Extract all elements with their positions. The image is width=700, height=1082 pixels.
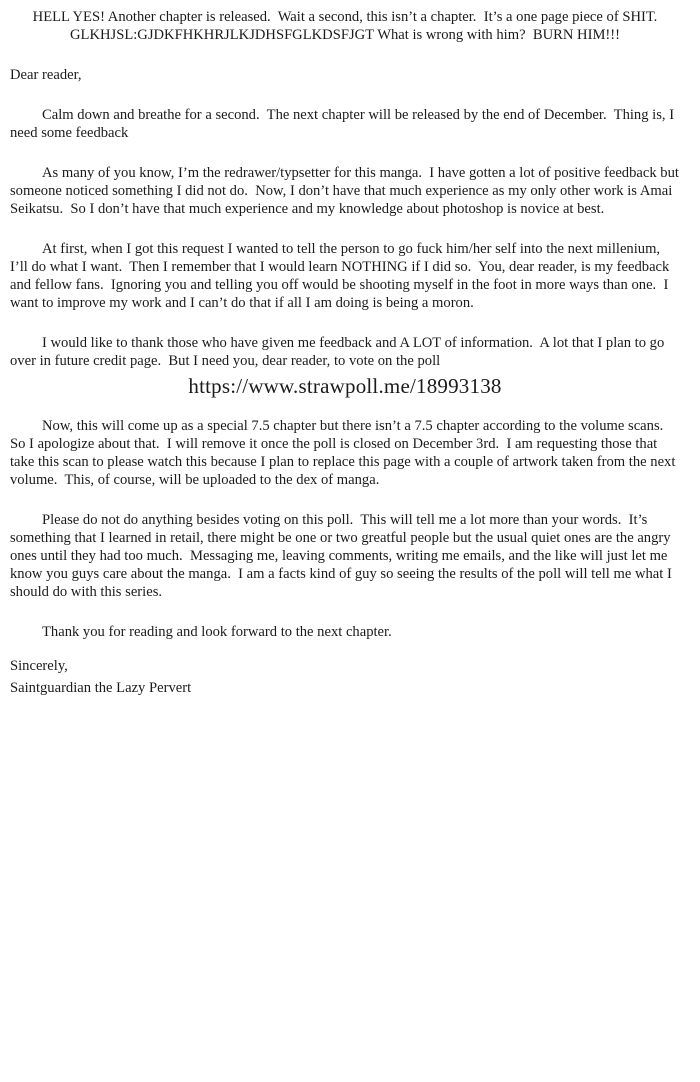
paragraph: I would like to thank those who have given me feedback and A LOT of information. A lot that I plan to go over in future credit page. But I need you, dear reader, to vote on the poll bbox=[10, 335, 668, 369]
salutation: Dear reader, bbox=[10, 67, 82, 83]
signoff: Sincerely, bbox=[10, 658, 68, 674]
header-rant: HELL YES! Another chapter is released. Wait a second, this isn’t a chapter. It’s a one page piece of SHIT. GLKHJSL:GJDKFHKHRJLKJDHSFGLKDSFJGT What is wrong with him? BURN HIM!!! bbox=[32, 9, 665, 43]
letter-body-before-poll bbox=[10, 106, 683, 370]
paragraph: Calm down and breathe for a second. The next chapter will be released by the end of December. Thing is, I need some feedback bbox=[10, 107, 678, 141]
paragraph: Please do not do anything besides voting on this poll. This will tell me a lot more than your words. It’s something that I learned in retail, there might be one or two greatful people but the usual quiet ones are the angry ones until they had too much. Messaging me, leaving comments, writing me emails, and the like will just let me know you guys care about the manga. I am a facts kind of guy so seeing the results of the poll will tell me what I should do with this series. bbox=[10, 512, 676, 600]
signature: Saintguardian the Lazy Pervert bbox=[10, 680, 192, 696]
letter-body-after-poll bbox=[10, 417, 680, 601]
signature-block bbox=[10, 657, 680, 697]
paragraph: At first, when I got this request I wanted to tell the person to go fuck him/her self into the next millenium, I’ll do what I want. Then I remember that I would learn NOTHING if I did so. You, dear reader, is my feedback and fellow fans. Ignoring you and telling you off would be shooting myself in the foot in more ways than one. I want to improve my work and I can’t do that if all I am doing is being a moron. bbox=[10, 241, 673, 311]
paragraph: As many of you know, I’m the redrawer/typsetter for this manga. I have gotten a lot of positive feedback but someone noticed something I did not do. Now, I don’t have that much experience as my only other work is Amai Seikatsu. So I don’t have that much experience and my knowledge about photoshop is novice at best. bbox=[10, 165, 683, 217]
poll-url: https://www.strawpoll.me/18993138 bbox=[188, 374, 502, 398]
paragraph: Now, this will come up as a special 7.5 chapter but there isn’t a 7.5 chapter according to the volume scans. So I apologize about that. I will remove it once the poll is closed on December 3rd. I am requesting those that take this scan to please watch this because I plan to replace this page with a couple of artwork taken from the next volume. This, of course, will be uploaded to the dex of manga. bbox=[10, 418, 680, 488]
closing-line: Thank you for reading and look forward to the next chapter. bbox=[42, 624, 392, 640]
